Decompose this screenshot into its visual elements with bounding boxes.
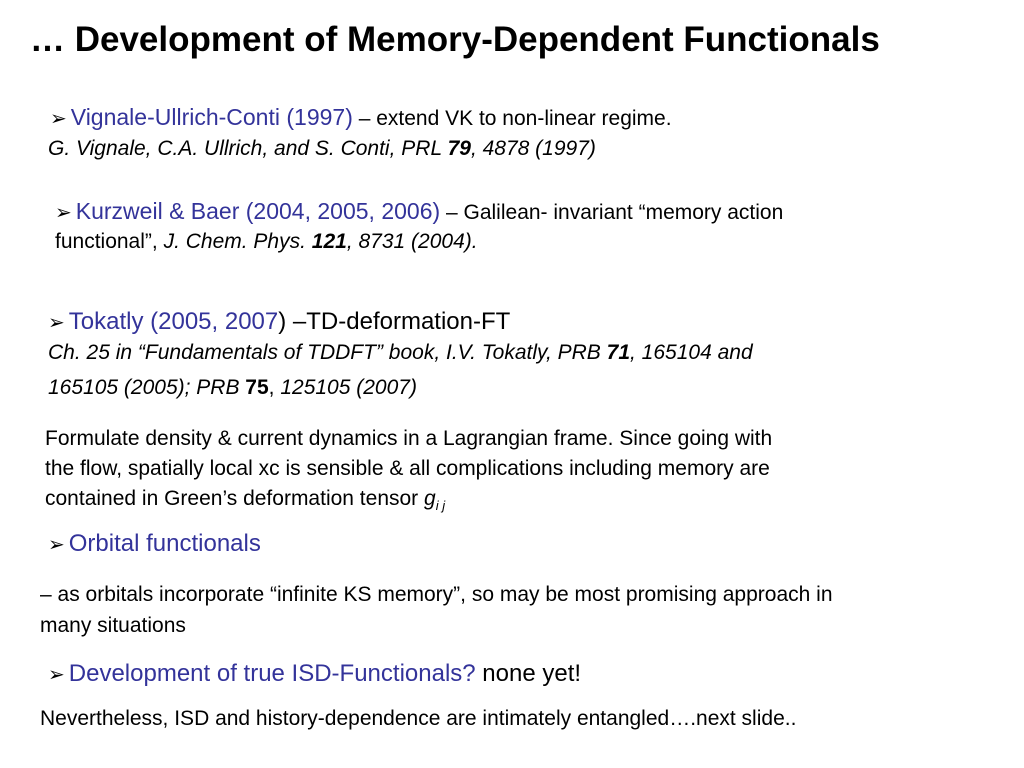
citation-separator: , bbox=[268, 376, 275, 399]
bullet-heading: Kurzweil & Baer (2004, 2005, 2006) bbox=[75, 198, 441, 224]
paragraph-line: Formulate density & current dynamics in a Lagrangian frame. Since going with bbox=[45, 427, 773, 450]
bullet-orbital bbox=[48, 530, 261, 558]
paragraph-line: many situations bbox=[40, 614, 186, 637]
arrow-bullet-icon: ➢ bbox=[48, 664, 65, 686]
citation-tokatly-line1 bbox=[48, 341, 753, 365]
citation-volume: 79 bbox=[447, 137, 471, 160]
citation-volume: 121 bbox=[311, 230, 347, 253]
bullet-vignale bbox=[50, 104, 672, 131]
tensor-subscript: i j bbox=[435, 498, 446, 513]
bullet-description: – Galilean- invariant “memory action bbox=[440, 201, 784, 224]
slide-title: … Development of Memory-Dependent Functionals bbox=[30, 20, 880, 59]
arrow-bullet-icon: ➢ bbox=[50, 108, 67, 130]
citation-text: 125105 (2007) bbox=[274, 376, 417, 399]
bullet-description: – extend VK to non-linear regime. bbox=[352, 107, 672, 130]
orbital-explanation bbox=[40, 579, 833, 641]
bullet-heading: Tokatly (2005, 2007 bbox=[68, 308, 279, 335]
bullet-heading-close: ) bbox=[278, 308, 287, 335]
tokatly-explanation bbox=[45, 424, 772, 521]
citation-tokatly-line2 bbox=[48, 376, 417, 400]
bullet-description: –TD-deformation-FT bbox=[286, 308, 511, 335]
bullet-description: none yet! bbox=[475, 660, 582, 687]
paragraph-text: contained in Green’s deformation tensor bbox=[45, 487, 425, 510]
citation-text: , 8731 (2004). bbox=[346, 230, 478, 253]
arrow-bullet-icon: ➢ bbox=[48, 534, 65, 556]
tensor-symbol: g bbox=[424, 487, 436, 510]
arrow-bullet-icon: ➢ bbox=[48, 312, 65, 334]
conclusion-text: Nevertheless, ISD and history-dependence are intimately entangled….next slide.. bbox=[40, 707, 797, 730]
arrow-bullet-icon: ➢ bbox=[55, 202, 72, 224]
citation-volume: 75 bbox=[245, 376, 269, 399]
citation-text: , 4878 (1997) bbox=[470, 137, 596, 160]
paragraph-line: – as orbitals incorporate “infinite KS memory”, so may be most promising approach in bbox=[40, 583, 833, 606]
citation-text: Ch. 25 in “Fundamentals of TDDFT” book, I.V. Tokatly, PRB bbox=[48, 341, 607, 364]
bullet-heading: Development of true ISD-Functionals? bbox=[68, 660, 476, 687]
citation-volume: 71 bbox=[606, 341, 631, 364]
bullet-isd bbox=[48, 660, 581, 688]
citation-kurzweil bbox=[55, 230, 478, 254]
citation-text: G. Vignale, C.A. Ullrich, and S. Conti, PRL bbox=[48, 137, 448, 160]
citation-text: functional”, bbox=[55, 230, 164, 253]
bullet-kurzweil bbox=[55, 198, 783, 225]
paragraph-line: the flow, spatially local xc is sensible & all complications including memory are bbox=[45, 457, 770, 480]
citation-text: , 165104 and bbox=[630, 341, 753, 364]
bullet-tokatly bbox=[48, 308, 510, 336]
citation-text: 165105 (2005); PRB bbox=[48, 376, 246, 399]
citation-vignale bbox=[48, 137, 596, 161]
paragraph-line bbox=[45, 484, 772, 521]
bullet-heading: Orbital functionals bbox=[68, 530, 261, 557]
bullet-heading: Vignale-Ullrich-Conti (1997) bbox=[70, 104, 353, 130]
citation-journal: J. Chem. Phys. bbox=[163, 230, 312, 253]
